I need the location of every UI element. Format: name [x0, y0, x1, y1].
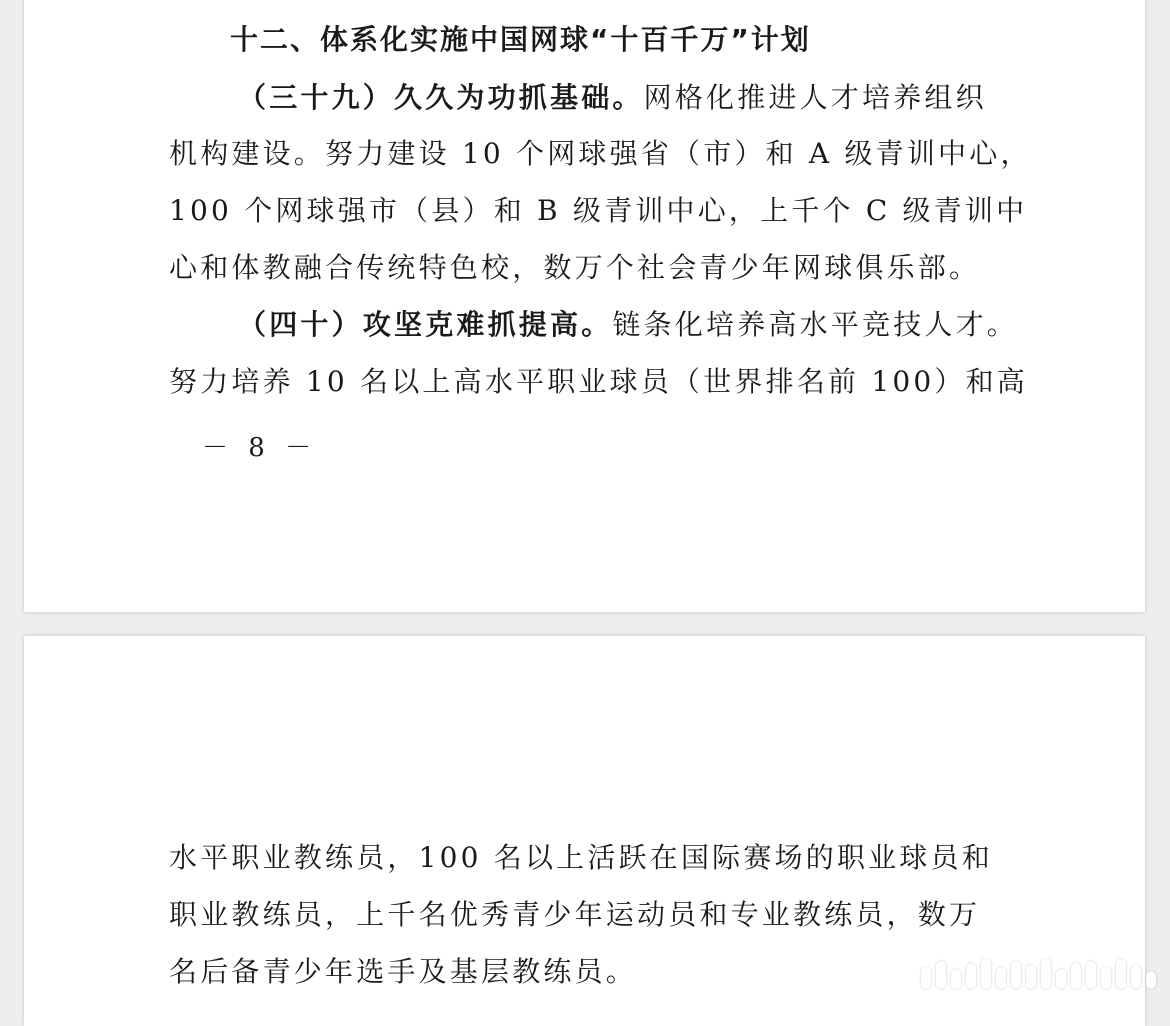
section-heading: 十二、体系化实施中国网球“十百千万”计划 [230, 23, 811, 56]
clause-text: 100 个网球强市（县）和 B 级青训中心，上千个 C 级青训中 [169, 194, 1028, 227]
clause-lead: （三十九）久久为功抓基础。 [238, 81, 644, 114]
clause-lead: （四十）攻坚克难抓提高。 [238, 308, 613, 341]
paragraph-line [169, 955, 637, 989]
document-page-8 [24, 0, 1145, 612]
clause-text: 心和体教融合传统特色校，数万个社会青少年网球俱乐部。 [169, 251, 981, 284]
paragraph-line [169, 365, 1028, 399]
watermark-bars-icon [921, 959, 1156, 989]
paragraph-line [169, 251, 980, 285]
page-number: － 8 － [202, 433, 318, 463]
clause-text: 职业教练员，上千名优秀青少年运动员和专业教练员，数万 [169, 898, 981, 931]
paragraph-line [238, 81, 987, 115]
paragraph-line [238, 308, 1018, 342]
clause-text: 网格化推进人才培养组织 [643, 81, 987, 114]
clause-text: 努力培养 10 名以上高水平职业球员（世界排名前 100）和高 [169, 365, 1028, 398]
clause-text: 水平职业教练员，100 名以上活跃在国际赛场的职业球员和 [169, 841, 993, 874]
paragraph-line [169, 137, 1032, 171]
paragraph-line [169, 841, 993, 875]
paragraph-line [169, 194, 1027, 228]
clause-text: 机构建设。努力建设 10 个网球强省（市）和 A 级青训中心， [169, 137, 1032, 170]
clause-text: 名后备青少年选手及基层教练员。 [169, 955, 638, 988]
clause-text: 链条化培养高水平竞技人才。 [612, 308, 1019, 341]
paragraph-line [169, 898, 980, 932]
